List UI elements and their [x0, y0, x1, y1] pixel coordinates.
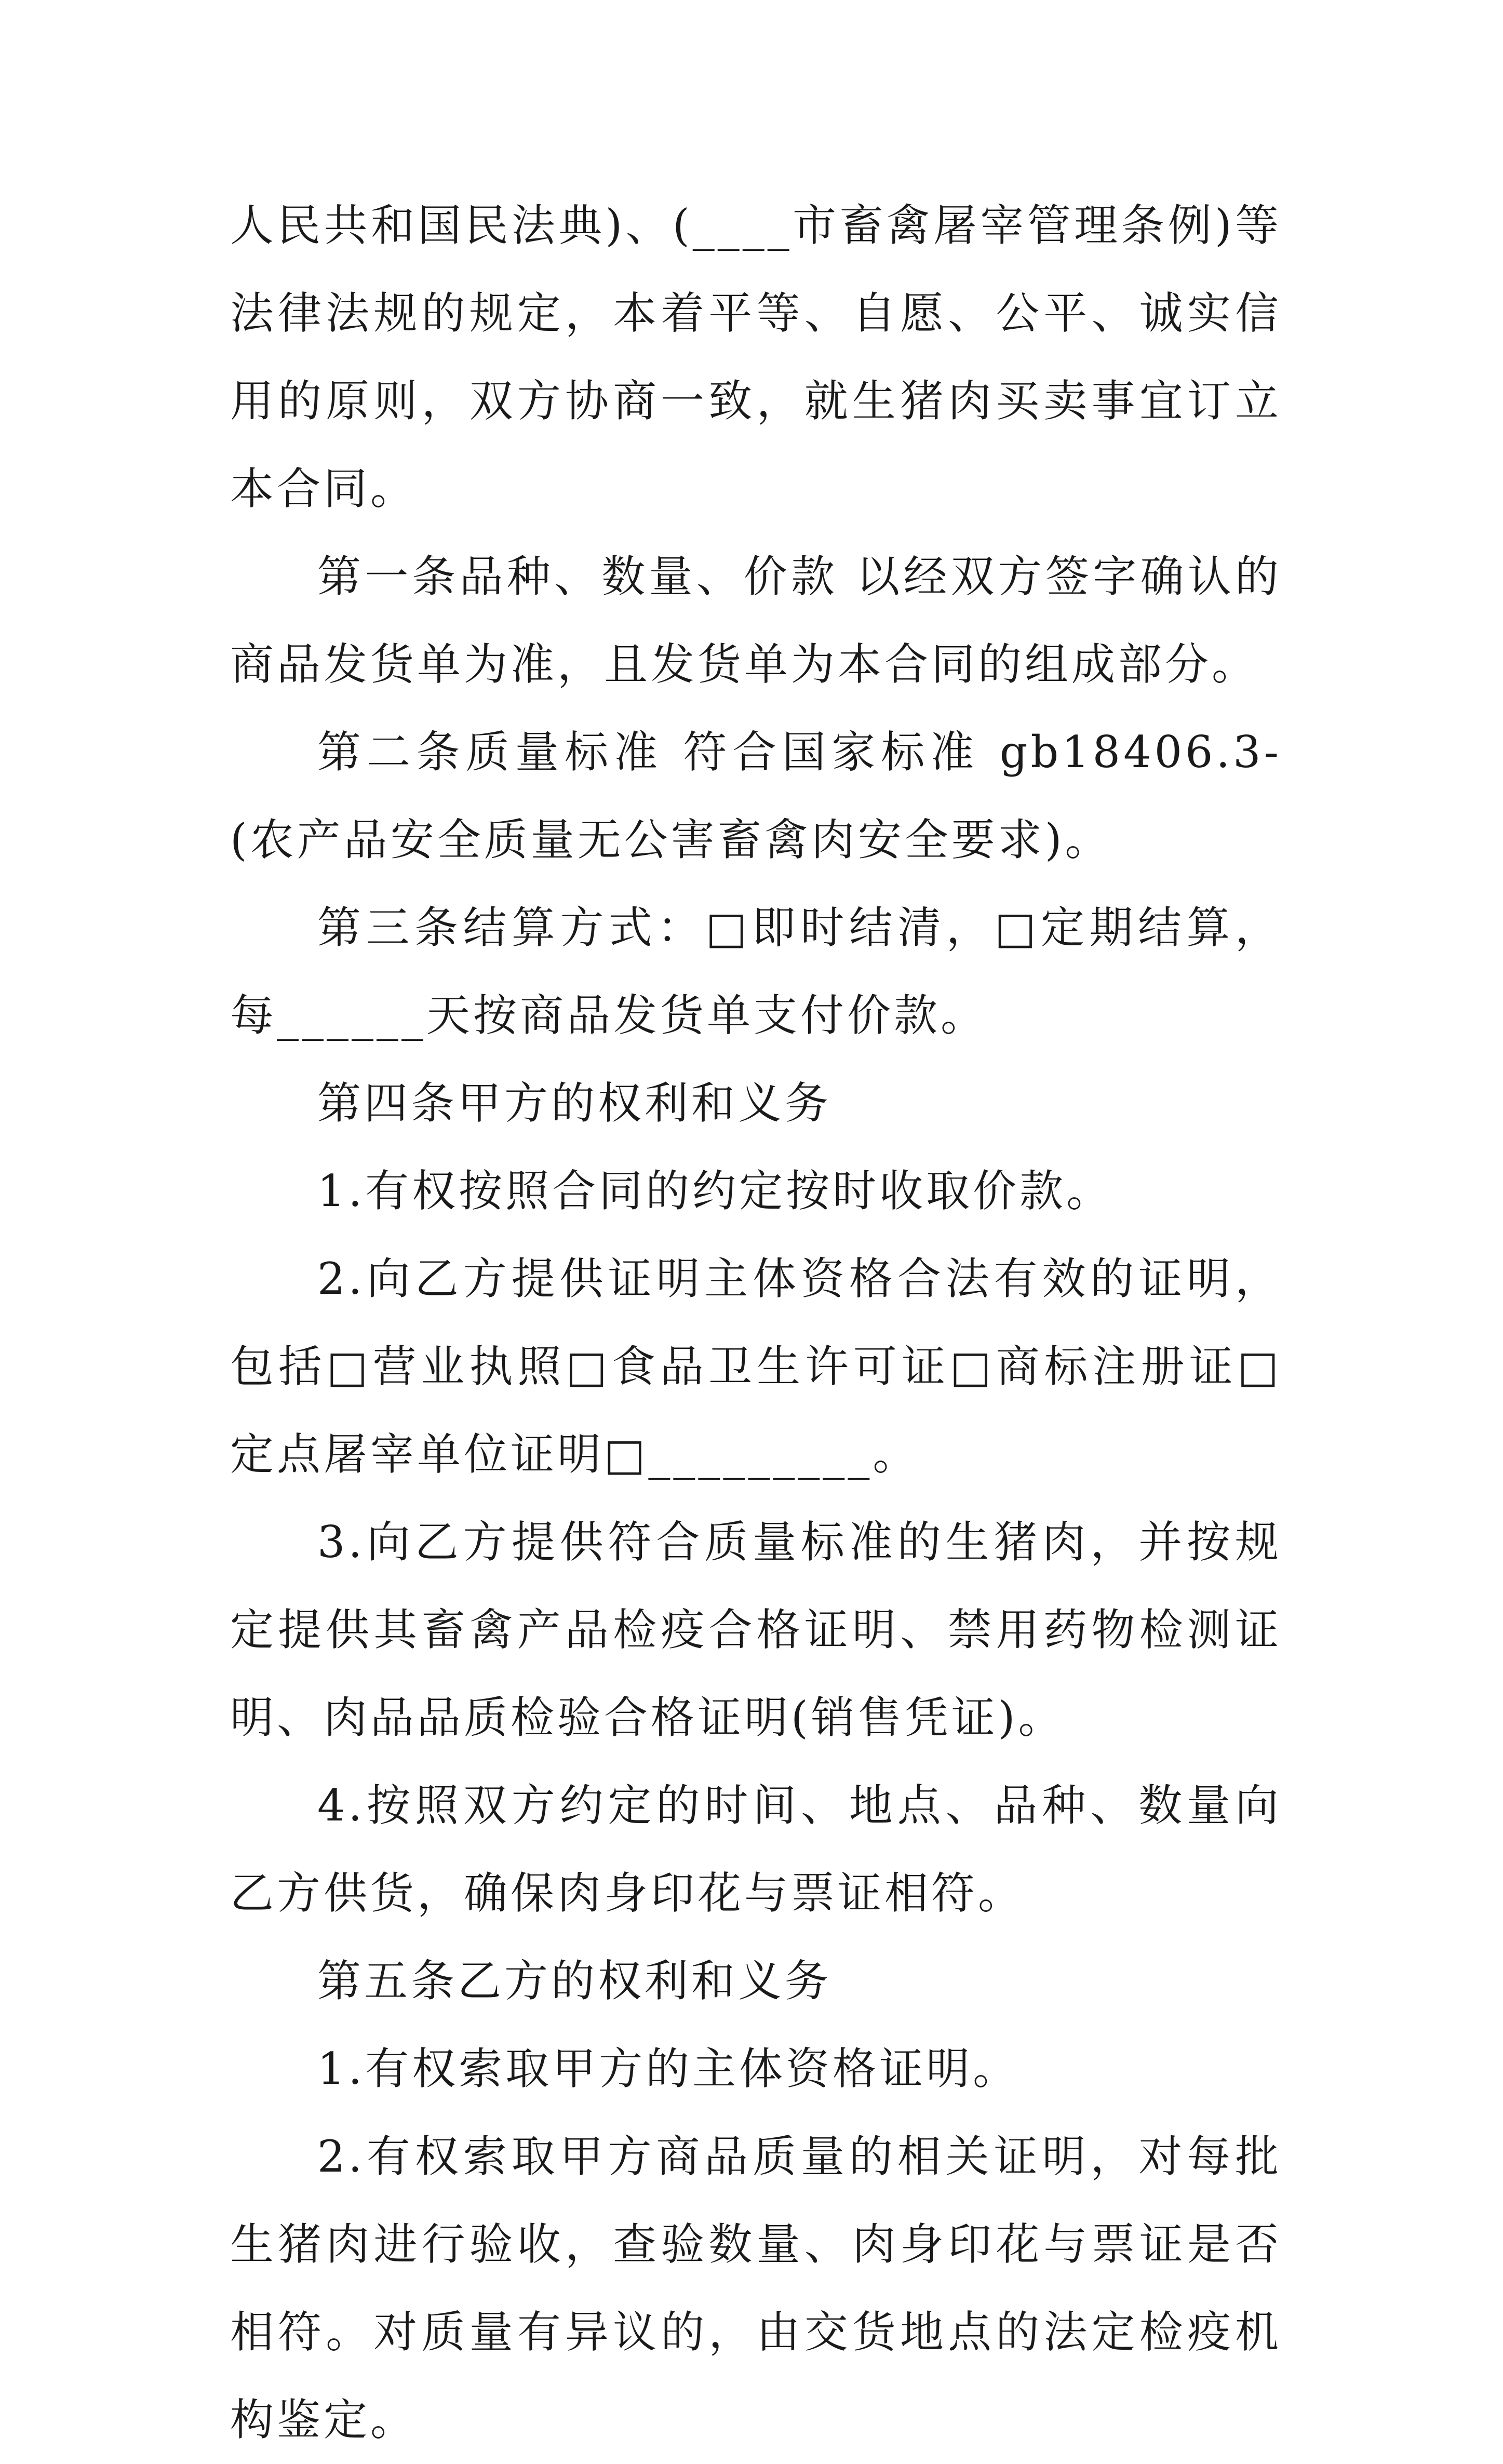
paragraph-article-5-heading: 第五条乙方的权利和义务 [317, 1956, 832, 2006]
paragraph-article-2: 第二条质量标准 符合国家标准 gb18406.3- (农产品安全质量无公害畜禽肉安全要求)。 [230, 727, 1299, 865]
paragraph-article-4-item-3: 3.向乙方提供符合质量标准的生猪肉，并按规定提供其畜禽产品检疫合格证明、禁用药物检测证明、肉品品质检验合格证明(销售凭证)。 [230, 1517, 1282, 1743]
contract-text [230, 182, 1299, 2464]
paragraph-continuation: 人民共和国民法典)、(____市畜禽屠宰管理条例)等法律法规的规定，本着平等、自愿、公平、诚实信用的原则，双方协商一致，就生猪肉买卖事宜订立本合同。 [230, 200, 1282, 514]
paragraph-article-4-item-4: 4.按照双方约定的时间、地点、品种、数量向乙方供货，确保肉身印花与票证相符。 [230, 1780, 1282, 1919]
paragraph-article-1: 第一条品种、数量、价款 以经双方签字确认的商品发货单为准，且发货单为本合同的组成部分。 [230, 551, 1282, 690]
paragraph-article-4-heading: 第四条甲方的权利和义务 [317, 1078, 832, 1129]
paragraph-article-3: 第三条结算方式：□即时结清，□定期结算，每______天按商品发货单支付价款。 [230, 902, 1282, 1041]
paragraph-article-4-item-1: 1.有权按照合同的约定按时收取价款。 [317, 1166, 1113, 1216]
paragraph-article-4-item-2: 2.向乙方提供证明主体资格合法有效的证明，包括□营业执照□食品卫生许可证□商标注册证□定点屠宰单位证明□_________。 [230, 1253, 1282, 1480]
paragraph-article-5-item-1: 1.有权索取甲方的主体资格证明。 [317, 2043, 1020, 2094]
paragraph-article-5-item-2: 2.有权索取甲方商品质量的相关证明，对每批生猪肉进行验收，查验数量、肉身印花与票证是否相符。对质量有异议的，由交货地点的法定检疫机构鉴定。 [230, 2131, 1282, 2445]
